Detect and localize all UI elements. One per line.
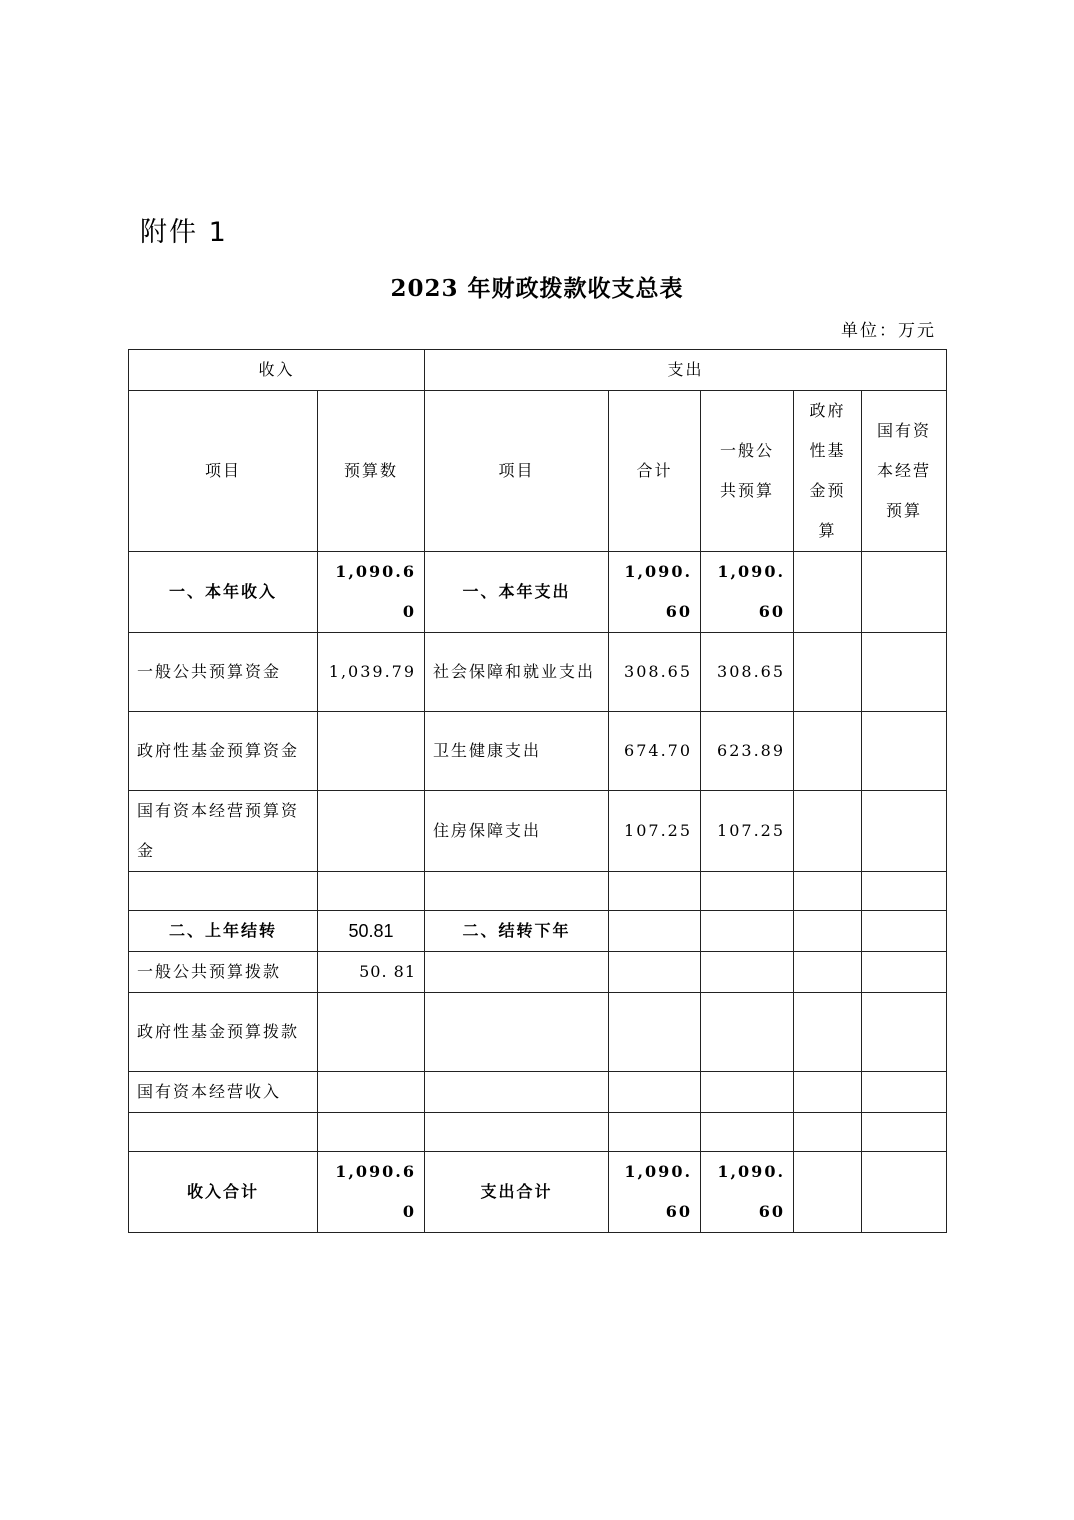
col-general-public: 一般公共预算 [701,391,794,552]
table-row [129,791,947,872]
income-item: 国有资本经营预算资金 [129,791,318,872]
expense-state-capital [862,1072,947,1113]
attachment-label: 附件 1 [140,217,228,248]
expense-gov-fund [794,633,862,712]
expense-gov-fund [794,712,862,791]
expense-item: 住房保障支出 [425,791,609,872]
expense-general-public: 308.65 [701,633,794,712]
expense-gov-fund [794,993,862,1072]
col-gov-fund: 政府性基金预算 [794,391,862,552]
expense-general-public [701,1113,794,1152]
expense-state-capital [862,911,947,952]
fiscal-summary-table [128,349,947,1233]
income-budget [318,791,425,872]
expense-total [609,872,701,911]
expense-gov-fund [794,1113,862,1152]
income-total-label: 收入合计 [129,1152,318,1233]
expense-total: 308.65 [609,633,701,712]
income-header: 收入 [129,350,425,391]
income-item: 政府性基金预算拨款 [129,993,318,1072]
expense-gov-fund-total [794,1152,862,1233]
expense-general-public: 107.25 [701,791,794,872]
table-row [129,1072,947,1113]
expense-state-capital-total [862,1152,947,1233]
expense-general-public [701,993,794,1072]
income-budget [318,993,425,1072]
expense-state-capital [862,791,947,872]
expense-item [425,872,609,911]
expense-total [609,993,701,1072]
expense-item [425,993,609,1072]
expense-state-capital [862,952,947,993]
expense-gov-fund [794,911,862,952]
expense-gov-fund [794,552,862,633]
expense-item: 一、本年支出 [425,552,609,633]
income-budget: 1,090.60 [318,552,425,633]
expense-state-capital [862,633,947,712]
expense-total-value: 1,090.60 [609,1152,701,1233]
unit-label: 单位：万元 [841,321,936,341]
expense-gov-fund [794,872,862,911]
table-row [129,952,947,993]
expense-state-capital [862,872,947,911]
table-row [129,872,947,911]
expense-total: 1,090.60 [609,552,701,633]
income-item: 国有资本经营收入 [129,1072,318,1113]
expense-general-public: 1,090.60 [701,552,794,633]
expense-total-label: 支出合计 [425,1152,609,1233]
expense-item [425,1072,609,1113]
expense-item: 二、结转下年 [425,911,609,952]
income-total-value: 1,090.60 [318,1152,425,1233]
col-income-item: 项目 [129,391,318,552]
income-item: 二、上年结转 [129,911,318,952]
table-row [129,712,947,791]
income-budget [318,872,425,911]
income-item [129,1113,318,1152]
expense-total: 107.25 [609,791,701,872]
income-budget [318,712,425,791]
expense-gov-fund [794,952,862,993]
expense-item [425,952,609,993]
income-item: 一般公共预算拨款 [129,952,318,993]
expense-total [609,911,701,952]
expense-state-capital [862,712,947,791]
income-budget: 50. 81 [318,952,425,993]
expense-general-public-total: 1,090.60 [701,1152,794,1233]
group-header-row [129,350,947,391]
expense-general-public [701,952,794,993]
income-budget [318,1113,425,1152]
col-income-budget: 预算数 [318,391,425,552]
expense-state-capital [862,552,947,633]
page-title: 2023 年财政拨款收支总表 [390,275,684,302]
income-budget: 50.81 [318,911,425,952]
expense-gov-fund [794,791,862,872]
expense-total [609,952,701,993]
table-row [129,633,947,712]
table-row [129,993,947,1072]
expense-general-public [701,1072,794,1113]
income-item: 一、本年收入 [129,552,318,633]
expense-item [425,1113,609,1152]
table-row [129,1113,947,1152]
expense-total: 674.70 [609,712,701,791]
income-budget: 1,039.79 [318,633,425,712]
income-item: 政府性基金预算资金 [129,712,318,791]
income-item [129,872,318,911]
income-item: 一般公共预算资金 [129,633,318,712]
table-row [129,911,947,952]
income-budget [318,1072,425,1113]
col-state-capital: 国有资本经营预算 [862,391,947,552]
col-expense-item: 项目 [425,391,609,552]
expense-header: 支出 [425,350,947,391]
expense-item: 社会保障和就业支出 [425,633,609,712]
expense-general-public [701,911,794,952]
expense-general-public [701,872,794,911]
expense-total [609,1072,701,1113]
expense-item: 卫生健康支出 [425,712,609,791]
column-header-row [129,391,947,552]
expense-gov-fund [794,1072,862,1113]
table-row [129,552,947,633]
expense-general-public: 623.89 [701,712,794,791]
expense-state-capital [862,1113,947,1152]
expense-total [609,1113,701,1152]
expense-state-capital [862,993,947,1072]
col-total: 合计 [609,391,701,552]
total-row [129,1152,947,1233]
